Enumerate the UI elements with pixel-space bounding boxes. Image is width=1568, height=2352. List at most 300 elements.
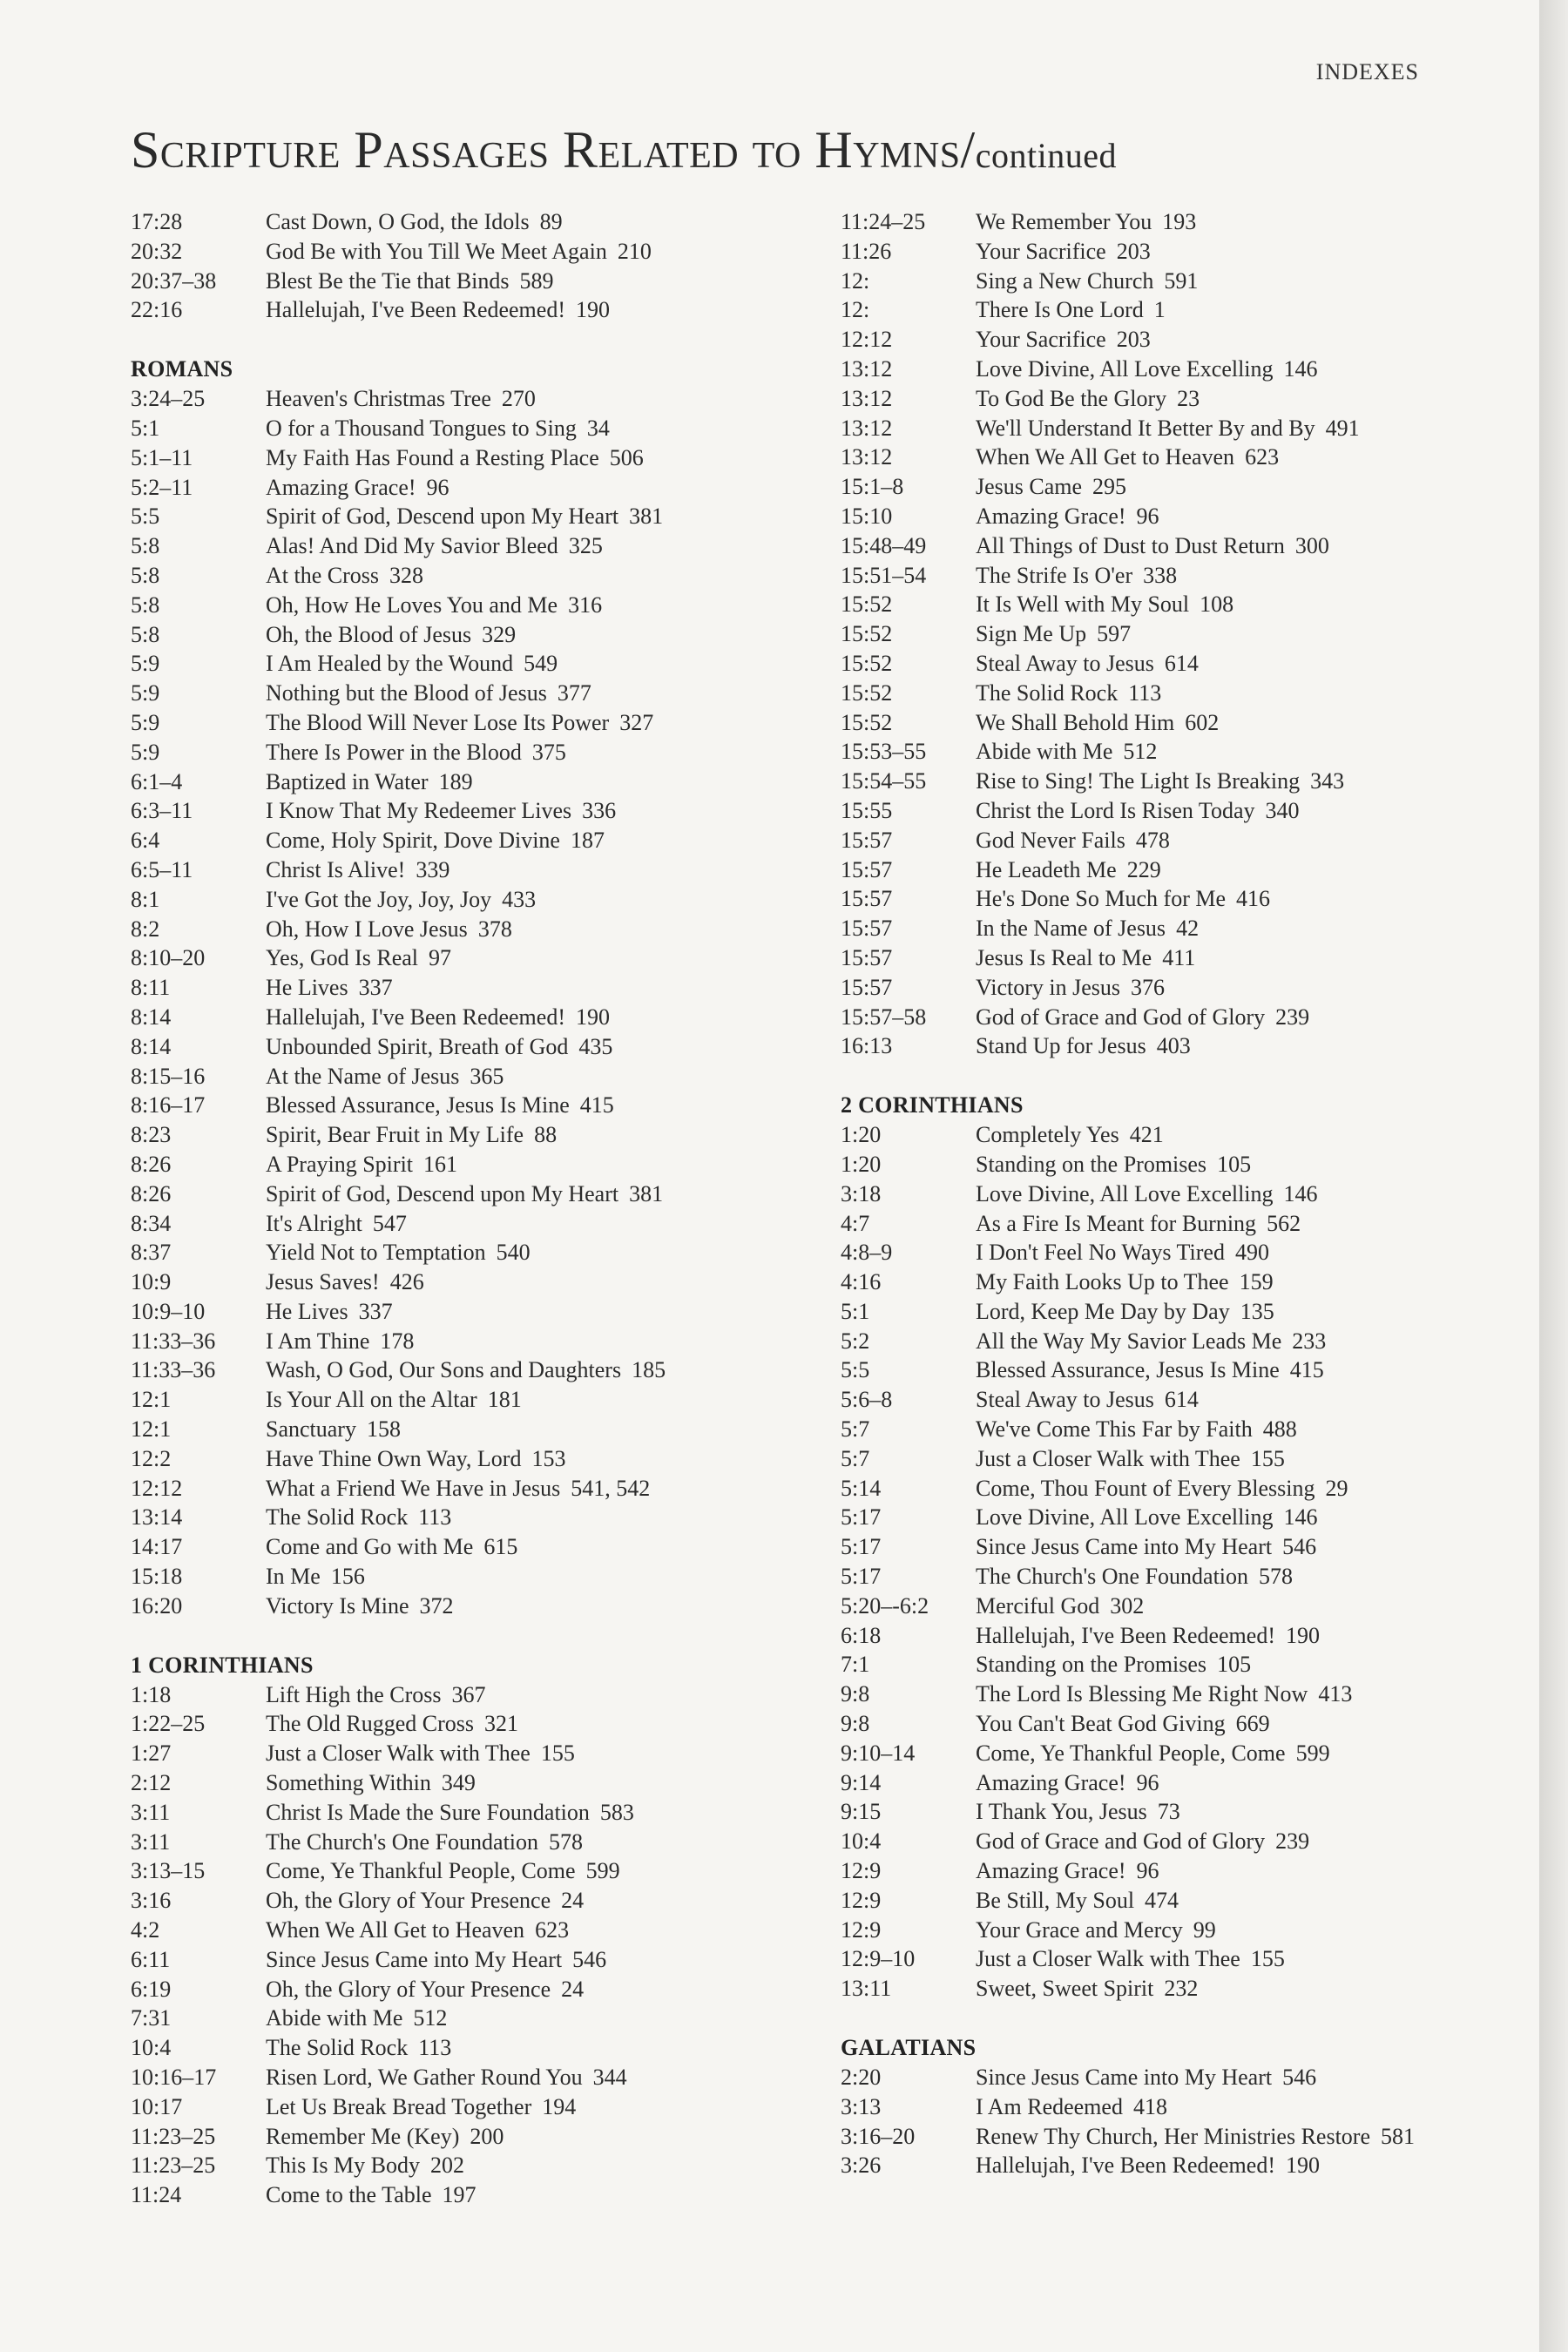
index-entry — [131, 1532, 845, 1562]
running-header: INDEXES — [1315, 59, 1419, 84]
index-entry — [841, 267, 1503, 296]
scripture-reference: 1:18 — [131, 1681, 172, 1707]
hymn-title: He Leadeth Me — [976, 856, 1117, 882]
hymn-number: 194 — [542, 2093, 577, 2119]
scripture-reference: 15:57–58 — [841, 1004, 927, 1030]
scripture-reference: 5:8 — [131, 562, 160, 588]
hymn-title: Alas! And Did My Savior Bleed — [266, 533, 558, 559]
index-entry — [131, 1355, 845, 1385]
hymn-title: Yes, God Is Real — [266, 945, 419, 971]
hymn-entry — [266, 473, 845, 503]
hymn-entry — [976, 1856, 1503, 1886]
hymn-entry — [976, 1474, 1503, 1504]
hymn-entry — [266, 207, 845, 237]
index-entry — [841, 414, 1503, 443]
hymn-entry — [266, 679, 845, 708]
hymn-entry — [266, 561, 845, 591]
hymn-number: 328 — [389, 562, 423, 588]
index-entry — [131, 796, 845, 826]
scripture-reference: 8:37 — [131, 1240, 172, 1266]
hymn-title: God Never Fails — [976, 827, 1125, 853]
scripture-reference: 16:20 — [131, 1592, 183, 1619]
index-entry — [131, 2063, 845, 2092]
hymn-entry — [266, 1856, 845, 1886]
hymn-number: 416 — [1236, 886, 1271, 912]
hymn-title: He Lives — [266, 1298, 348, 1324]
index-entry — [131, 2151, 845, 2180]
hymn-title: Just a Closer Walk with Thee — [976, 1445, 1240, 1471]
hymn-number: 202 — [429, 2153, 464, 2179]
hymn-number: 491 — [1325, 415, 1360, 441]
hymn-number: 270 — [501, 386, 536, 412]
hymn-number: 155 — [1250, 1946, 1285, 1972]
scripture-reference: 5:7 — [841, 1416, 870, 1443]
hymn-number: 589 — [519, 267, 554, 294]
index-entry — [131, 679, 845, 708]
hymn-entry — [976, 1916, 1503, 1945]
hymn-title: Come to the Table — [266, 2182, 432, 2208]
hymn-number: 203 — [1116, 238, 1151, 264]
hymn-number: 23 — [1177, 385, 1200, 411]
hymn-title: Sign Me Up — [976, 621, 1087, 647]
hymn-number: 185 — [632, 1357, 666, 1383]
hymn-entry — [976, 1503, 1503, 1532]
scripture-reference: 15:1–8 — [841, 474, 904, 500]
index-entry — [131, 1120, 845, 1150]
scripture-reference: 15:57 — [841, 886, 893, 912]
scripture-reference: 5:1 — [841, 1298, 870, 1324]
hymn-title: Yield Not to Temptation — [266, 1240, 486, 1266]
scripture-reference: 6:18 — [841, 1622, 882, 1648]
index-entry — [841, 1179, 1503, 1209]
index-entry — [841, 1209, 1503, 1239]
hymn-entry — [266, 267, 845, 296]
hymn-title: Abide with Me — [976, 739, 1113, 765]
index-entry — [841, 1916, 1503, 1945]
index-entry — [131, 826, 845, 855]
hymn-entry — [976, 355, 1503, 384]
index-entry — [841, 1150, 1503, 1179]
scripture-reference: 15:18 — [131, 1564, 183, 1590]
index-entry — [131, 1150, 845, 1179]
hymn-entry — [266, 1828, 845, 1857]
hymn-number: 200 — [470, 2123, 504, 2149]
index-entry — [131, 2004, 845, 2033]
scripture-reference: 15:55 — [841, 797, 893, 823]
hymn-title: When We All Get to Heaven — [976, 444, 1235, 470]
scripture-reference: 5:9 — [131, 680, 160, 706]
index-entry — [841, 914, 1503, 943]
left-column — [131, 207, 845, 2210]
hymn-entry — [976, 1709, 1503, 1739]
hymn-number: 233 — [1292, 1328, 1327, 1354]
hymn-title: You Can't Beat God Giving — [976, 1711, 1226, 1737]
scripture-reference: 10:17 — [131, 2093, 183, 2119]
hymn-title: I Am Healed by the Wound — [266, 651, 514, 677]
hymn-title: Love Divine, All Love Excelling — [976, 355, 1274, 382]
index-entry — [841, 590, 1503, 619]
hymn-number: 190 — [575, 297, 610, 323]
index-entry — [841, 1856, 1503, 1886]
scripture-reference: 5:8 — [131, 621, 160, 647]
hymn-number: 421 — [1129, 1122, 1164, 1148]
scripture-reference: 7:1 — [841, 1652, 870, 1678]
hymn-title: Let Us Break Bread Together — [266, 2093, 532, 2119]
hymn-title: There Is Power in the Blood — [266, 739, 522, 765]
index-entry — [131, 473, 845, 503]
hymn-entry — [266, 1739, 845, 1768]
index-entry — [841, 1355, 1503, 1385]
hymn-entry — [266, 2092, 845, 2122]
hymn-number: 602 — [1185, 709, 1220, 735]
hymn-entry — [976, 1444, 1503, 1474]
hymn-entry — [976, 1355, 1503, 1385]
index-entry — [131, 1415, 845, 1444]
hymn-number: 614 — [1164, 650, 1199, 676]
hymn-number: 512 — [413, 2005, 448, 2031]
hymn-number: 300 — [1294, 532, 1329, 558]
index-entry — [841, 325, 1503, 355]
hymn-title: Cast Down, O God, the Idols — [266, 209, 530, 234]
scripture-reference: 2:12 — [131, 1770, 172, 1796]
scripture-reference: 5:7 — [841, 1445, 870, 1471]
index-entry — [131, 1091, 845, 1120]
scripture-reference: 8:2 — [131, 916, 160, 942]
scripture-reference: 6:1–4 — [131, 768, 183, 794]
hymn-title: Standing on the Promises — [976, 1151, 1207, 1177]
hymn-title: Oh, the Blood of Jesus — [266, 621, 472, 647]
index-entry — [841, 1650, 1503, 1680]
hymn-title: God Be with You Till We Meet Again — [266, 238, 607, 264]
hymn-title: The Blood Will Never Lose Its Power — [266, 709, 610, 735]
hymn-title: My Faith Looks Up to Thee — [976, 1269, 1229, 1295]
scripture-reference: 8:11 — [131, 975, 171, 1001]
hymn-title: Love Divine, All Love Excelling — [976, 1180, 1274, 1206]
scripture-reference: 3:16 — [131, 1888, 172, 1914]
hymn-number: 153 — [531, 1445, 566, 1471]
index-entry — [131, 267, 845, 296]
index-entry — [131, 1856, 845, 1886]
hymn-number: 329 — [482, 621, 517, 647]
index-entry — [841, 207, 1503, 237]
hymn-entry — [976, 1827, 1503, 1856]
hymn-entry — [266, 620, 845, 650]
scripture-reference: 5:2–11 — [131, 474, 193, 500]
scripture-reference: 2:20 — [841, 2065, 882, 2091]
index-entry — [841, 1886, 1503, 1916]
hymn-entry — [266, 1916, 845, 1945]
index-entry — [841, 1385, 1503, 1415]
hymn-entry — [266, 708, 845, 738]
hymn-title: Amazing Grace! — [976, 1769, 1126, 1795]
scripture-reference: 6:5–11 — [131, 856, 193, 882]
scripture-reference: 15:53–55 — [841, 739, 927, 765]
scripture-reference: 5:1 — [131, 415, 160, 441]
index-entry — [131, 2033, 845, 2063]
hymn-title: Amazing Grace! — [976, 1858, 1126, 1884]
hymn-number: 597 — [1097, 621, 1132, 647]
hymn-entry — [976, 1209, 1503, 1239]
hymn-title: At the Cross — [266, 562, 379, 588]
hymn-entry — [266, 237, 845, 267]
hymn-number: 302 — [1110, 1592, 1145, 1619]
hymn-entry — [976, 267, 1503, 296]
hymn-number: 316 — [568, 591, 603, 618]
hymn-entry — [976, 855, 1503, 885]
hymn-title: All Things of Dust to Dust Return — [976, 532, 1285, 558]
hymn-number: 156 — [330, 1564, 365, 1590]
hymn-entry — [976, 914, 1503, 943]
hymn-number: 108 — [1200, 591, 1234, 618]
hymn-title: The Old Rugged Cross — [266, 1711, 475, 1737]
scripture-reference: 5:20–-6:2 — [841, 1592, 929, 1619]
hymn-title: Victory in Jesus — [976, 974, 1120, 1000]
hymn-title: Remember Me (Key) — [266, 2123, 460, 2149]
scripture-reference: 11:24–25 — [841, 209, 926, 234]
hymn-number: 599 — [585, 1858, 620, 1884]
hymn-title: Since Jesus Came into My Heart — [976, 2065, 1273, 2091]
hymn-title: I Don't Feel No Ways Tired — [976, 1240, 1225, 1266]
hymn-entry — [266, 1355, 845, 1385]
hymn-number: 415 — [579, 1092, 614, 1119]
index-entry — [841, 2063, 1503, 2092]
index-entry — [131, 414, 845, 443]
hymn-number: 378 — [477, 916, 512, 942]
index-entry — [841, 826, 1503, 855]
hymn-title: Oh, How I Love Jesus — [266, 916, 468, 942]
scripture-reference: 15:54–55 — [841, 768, 927, 794]
hymn-entry — [266, 943, 845, 973]
scripture-reference: 5:14 — [841, 1475, 882, 1501]
scripture-reference: 8:26 — [131, 1180, 172, 1206]
scripture-reference: 4:8–9 — [841, 1240, 893, 1266]
hymn-entry — [976, 884, 1503, 914]
index-entry — [131, 1975, 845, 2004]
index-entry — [131, 649, 845, 679]
hymn-number: 135 — [1240, 1298, 1274, 1324]
hymn-entry — [976, 708, 1503, 738]
hymn-title: Renew Thy Church, Her Ministries Restore — [976, 2123, 1370, 2149]
hymn-entry — [266, 915, 845, 944]
hymn-number: 1 — [1153, 297, 1166, 323]
page-edge-shadow — [1539, 0, 1568, 2352]
hymn-number: 490 — [1234, 1240, 1269, 1266]
hymn-title: He's Done So Much for Me — [976, 886, 1227, 912]
scripture-reference: 1:27 — [131, 1740, 172, 1767]
hymn-title: Sing a New Church — [976, 267, 1154, 294]
hymn-title: Oh, How He Loves You and Me — [266, 591, 558, 618]
hymn-number: 372 — [419, 1592, 454, 1619]
hymn-title: The Lord Is Blessing Me Right Now — [976, 1681, 1308, 1707]
scripture-reference: 10:16–17 — [131, 2065, 217, 2091]
index-entry — [841, 973, 1503, 1003]
hymn-title: Stand Up for Jesus — [976, 1033, 1146, 1059]
hymn-number: 155 — [540, 1740, 575, 1767]
hymn-title: Is Your All on the Altar — [266, 1387, 477, 1413]
index-entry — [841, 2151, 1503, 2180]
hymn-entry — [266, 1120, 845, 1150]
hymn-entry — [266, 414, 845, 443]
hymn-entry — [266, 1091, 845, 1120]
hymn-title: Oh, the Glory of Your Presence — [266, 1888, 551, 1914]
scripture-reference: 15:52 — [841, 709, 893, 735]
hymn-title: Come, Holy Spirit, Dove Divine — [266, 828, 560, 854]
hymn-number: 193 — [1162, 209, 1197, 234]
index-entry — [131, 1062, 845, 1092]
index-entry — [131, 1209, 845, 1239]
scripture-reference: 6:11 — [131, 1946, 171, 1972]
hymn-entry — [266, 502, 845, 531]
hymn-number: 433 — [502, 886, 537, 912]
hymn-title: Come, Ye Thankful People, Come — [976, 1740, 1286, 1766]
scripture-reference: 3:13–15 — [131, 1858, 206, 1884]
hymn-title: We'll Understand It Better By and By — [976, 415, 1315, 441]
hymn-entry — [266, 1062, 845, 1092]
hymn-title: Since Jesus Came into My Heart — [976, 1534, 1273, 1560]
hymn-title: Steal Away to Jesus — [976, 650, 1154, 676]
index-entry — [131, 915, 845, 944]
index-entry — [841, 1532, 1503, 1562]
scripture-reference: 5:17 — [841, 1504, 882, 1531]
hymn-title: At the Name of Jesus — [266, 1063, 460, 1089]
hymn-entry — [266, 649, 845, 679]
hymn-entry — [266, 2063, 845, 2092]
index-entry — [841, 796, 1503, 826]
index-entry — [841, 708, 1503, 738]
hymn-entry — [266, 1709, 845, 1739]
hymn-title: This Is My Body — [266, 2153, 420, 2179]
index-entry — [131, 1474, 845, 1504]
hymn-title: Your Sacrifice — [976, 327, 1106, 353]
index-section — [841, 1091, 1503, 2004]
hymn-number: 540 — [496, 1240, 531, 1266]
hymn-number: 578 — [549, 1828, 584, 1855]
scripture-reference: 12:9–10 — [841, 1946, 916, 1972]
hymn-number: 506 — [609, 444, 644, 470]
index-entry — [131, 443, 845, 473]
hymn-number: 435 — [578, 1033, 613, 1059]
hymn-title: God of Grace and God of Glory — [976, 1828, 1266, 1855]
hymn-number: 146 — [1283, 1180, 1318, 1206]
hymn-title: Blessed Assurance, Jesus Is Mine — [976, 1357, 1280, 1383]
book-heading: 1 CORINTHIANS — [131, 1652, 314, 1678]
scripture-reference: 5:6–8 — [841, 1387, 893, 1413]
hymn-number: 327 — [619, 709, 654, 735]
page-title — [131, 120, 1117, 180]
book-heading: GALATIANS — [841, 2035, 977, 2061]
index-entry — [841, 737, 1503, 767]
scripture-reference: 12: — [841, 267, 870, 294]
hymn-title: Merciful God — [976, 1592, 1100, 1619]
index-entry — [841, 1797, 1503, 1827]
hymn-title: There Is One Lord — [976, 297, 1144, 323]
index-entry — [131, 531, 845, 561]
hymn-entry — [266, 855, 845, 885]
hymn-entry — [976, 1120, 1503, 1150]
hymn-title: My Faith Has Found a Resting Place — [266, 444, 599, 470]
hymn-entry — [266, 531, 845, 561]
scripture-reference: 11:26 — [841, 238, 892, 264]
index-entry — [131, 384, 845, 414]
hymn-number: 403 — [1156, 1033, 1191, 1059]
hymn-title: Risen Lord, We Gather Round You — [266, 2065, 583, 2091]
hymn-number: 336 — [582, 798, 617, 824]
hymn-number: 159 — [1239, 1269, 1274, 1295]
scripture-reference: 5:17 — [841, 1564, 882, 1590]
hymn-entry — [976, 2151, 1503, 2180]
hymn-title: Oh, the Glory of Your Presence — [266, 1976, 551, 2002]
hymn-number: 105 — [1217, 1151, 1252, 1177]
scripture-reference: 3:16–20 — [841, 2123, 916, 2149]
index-entry — [131, 237, 845, 267]
index-entry — [131, 1503, 845, 1532]
hymn-title: Love Divine, All Love Excelling — [976, 1504, 1274, 1531]
scripture-reference: 15:57 — [841, 827, 893, 853]
index-entry — [131, 1680, 845, 1710]
scripture-reference: 4:7 — [841, 1210, 870, 1236]
scripture-reference: 1:22–25 — [131, 1711, 206, 1737]
hymn-entry — [976, 1739, 1503, 1768]
scripture-reference: 12:12 — [841, 327, 893, 353]
scripture-reference: 12:9 — [841, 1858, 882, 1884]
hymn-number: 338 — [1143, 562, 1178, 588]
hymn-title: Be Still, My Soul — [976, 1887, 1135, 1913]
hymn-title: I Am Redeemed — [976, 2093, 1123, 2119]
index-entry — [841, 472, 1503, 502]
hymn-entry — [976, 737, 1503, 767]
scripture-reference: 11:33–36 — [131, 1357, 216, 1383]
hymn-entry — [976, 1680, 1503, 1709]
index-entry — [841, 355, 1503, 384]
hymn-number: 88 — [534, 1122, 558, 1148]
scripture-reference: 5:5 — [131, 504, 160, 530]
scripture-reference: 22:16 — [131, 297, 183, 323]
hymn-number: 578 — [1259, 1564, 1294, 1590]
hymn-entry — [266, 1385, 845, 1415]
scripture-reference: 1:20 — [841, 1122, 882, 1148]
index-entry — [841, 1768, 1503, 1798]
hymn-title: Standing on the Promises — [976, 1652, 1207, 1678]
hymn-number: 42 — [1176, 916, 1200, 942]
index-entry — [841, 237, 1503, 267]
hymn-number: 190 — [575, 1004, 610, 1030]
scripture-reference: 15:51–54 — [841, 562, 927, 588]
scripture-reference: 10:9–10 — [131, 1298, 206, 1324]
hymn-title: Unbounded Spirit, Breath of God — [266, 1033, 569, 1059]
hymn-title: Victory Is Mine — [266, 1592, 409, 1619]
hymn-number: 413 — [1318, 1681, 1353, 1707]
index-entry — [131, 1916, 845, 1945]
hymn-title: In the Name of Jesus — [976, 916, 1166, 942]
scripture-reference: 5:9 — [131, 709, 160, 735]
hymn-number: 478 — [1135, 827, 1170, 853]
hymn-number: 158 — [366, 1416, 401, 1443]
hymn-number: 96 — [1136, 1858, 1159, 1884]
hymn-entry — [976, 502, 1503, 531]
hymn-number: 415 — [1289, 1357, 1324, 1383]
hymn-title: Steal Away to Jesus — [976, 1387, 1154, 1413]
hymn-entry — [266, 2151, 845, 2180]
index-entry — [841, 1415, 1503, 1444]
index-entry — [841, 1003, 1503, 1032]
scripture-reference: 8:26 — [131, 1151, 172, 1177]
hymn-entry — [266, 1415, 845, 1444]
hymn-title: Sanctuary — [266, 1416, 356, 1443]
hymn-entry — [266, 1032, 845, 1062]
hymn-entry — [976, 1944, 1503, 1974]
hymn-entry — [976, 1031, 1503, 1061]
hymn-number: 99 — [1193, 1916, 1216, 1943]
